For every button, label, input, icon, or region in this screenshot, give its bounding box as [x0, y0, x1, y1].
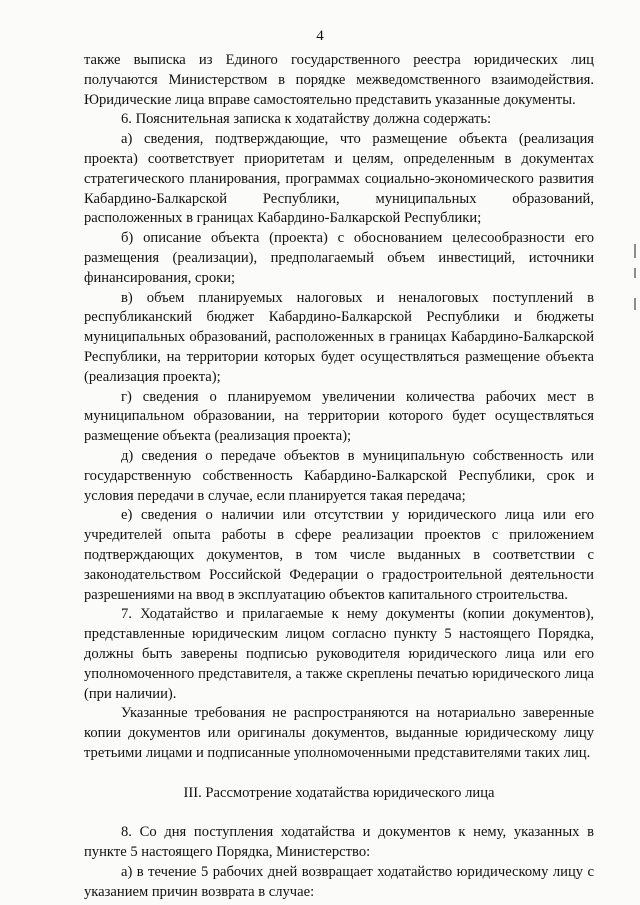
document-body — [84, 51, 594, 903]
paragraph-requirements-note: Указанные требования не распространяются на нотариально заверенные копии документов или оригиналы документов, выданные юридическому лицу третьими лицами и подписанные уполномоченными представителями таких лиц. — [84, 705, 594, 761]
paragraph-item-6v: в) объем планируемых налоговых и неналоговых поступлений в республиканский бюджет Кабардино-Балкарской Республики и бюджеты муниципальных образований, расположенных в границах Кабардино-Балкарской Республики, на территории которых будет осуществляться размещение объекта (реализация проекта); — [84, 289, 594, 385]
section-heading: III. Рассмотрение ходатайства юридического лица — [183, 784, 495, 801]
paragraph-item-6e: е) сведения о наличии или отсутствии у юридического лица или его учредителей опыта работы в сфере реализации проектов с приложением подтверждающих документов, в том числе выданных в соответствии с законодательством Российской Федерации о градостроительной деятельности разрешениями на ввод в эксплуатацию объектов капитального строительства. — [84, 507, 594, 603]
paragraph-item-8: 8. Со дня поступления ходатайства и документов к нему, указанных в пункте 5 настоящего Порядка, Министерство: — [84, 824, 594, 861]
paragraph-item-6a: а) сведения, подтверждающие, что размещение объекта (реализация проекта) соответствует приоритетам и целям, определенным в документах стратегического планирования, программах социально-экономического развития Кабардино-Балкарской Республики, муниципальных образований, расположенных в границах Кабардино-Балкарской Республики; — [84, 131, 594, 227]
scan-artifact-mark — [634, 268, 636, 278]
paragraph-item-6d: д) сведения о передаче объектов в муниципальную собственность или государственную собственность Кабардино-Балкарской Республики, срок и условия передачи в случае, если планируется такая передача; — [84, 447, 594, 504]
scan-artifact-mark — [634, 298, 636, 310]
paragraph-continuation: также выписка из Единого государственного реестра юридических лиц получаются Министерством в порядке межведомственного взаимодействия. Юридические лица вправе самостоятельно представить указанные документы. — [84, 52, 594, 108]
paragraph-item-8a: а) в течение 5 рабочих дней возвращает ходатайство юридическому лицу с указанием причин возврата в случае: — [84, 864, 594, 900]
paragraph-item-6: 6. Пояснительная записка к ходатайству должна содержать: — [121, 111, 492, 128]
page-number: 4 — [316, 28, 324, 44]
scan-artifact-mark — [634, 244, 636, 258]
paragraph-item-7: 7. Ходатайство и прилагаемые к нему документы (копии документов), представленные юридическим лицом согласно пункту 5 настоящего Порядка, должны быть заверены подписью руководителя юридического лица или его уполномоченного представителя, а также скреплены печатью юридического лица (при наличии). — [84, 606, 594, 702]
paragraph-item-6g: г) сведения о планируемом увеличении количества рабочих мест в муниципальном образовании, на территории которого будет осуществляться размещение объекта (реализация проекта); — [84, 388, 594, 445]
paragraph-item-6b: б) описание объекта (проекта) с обоснованием целесообразности его размещения (реализации), предполагаемый объем инвестиций, источники финансирования, сроки; — [84, 230, 594, 286]
